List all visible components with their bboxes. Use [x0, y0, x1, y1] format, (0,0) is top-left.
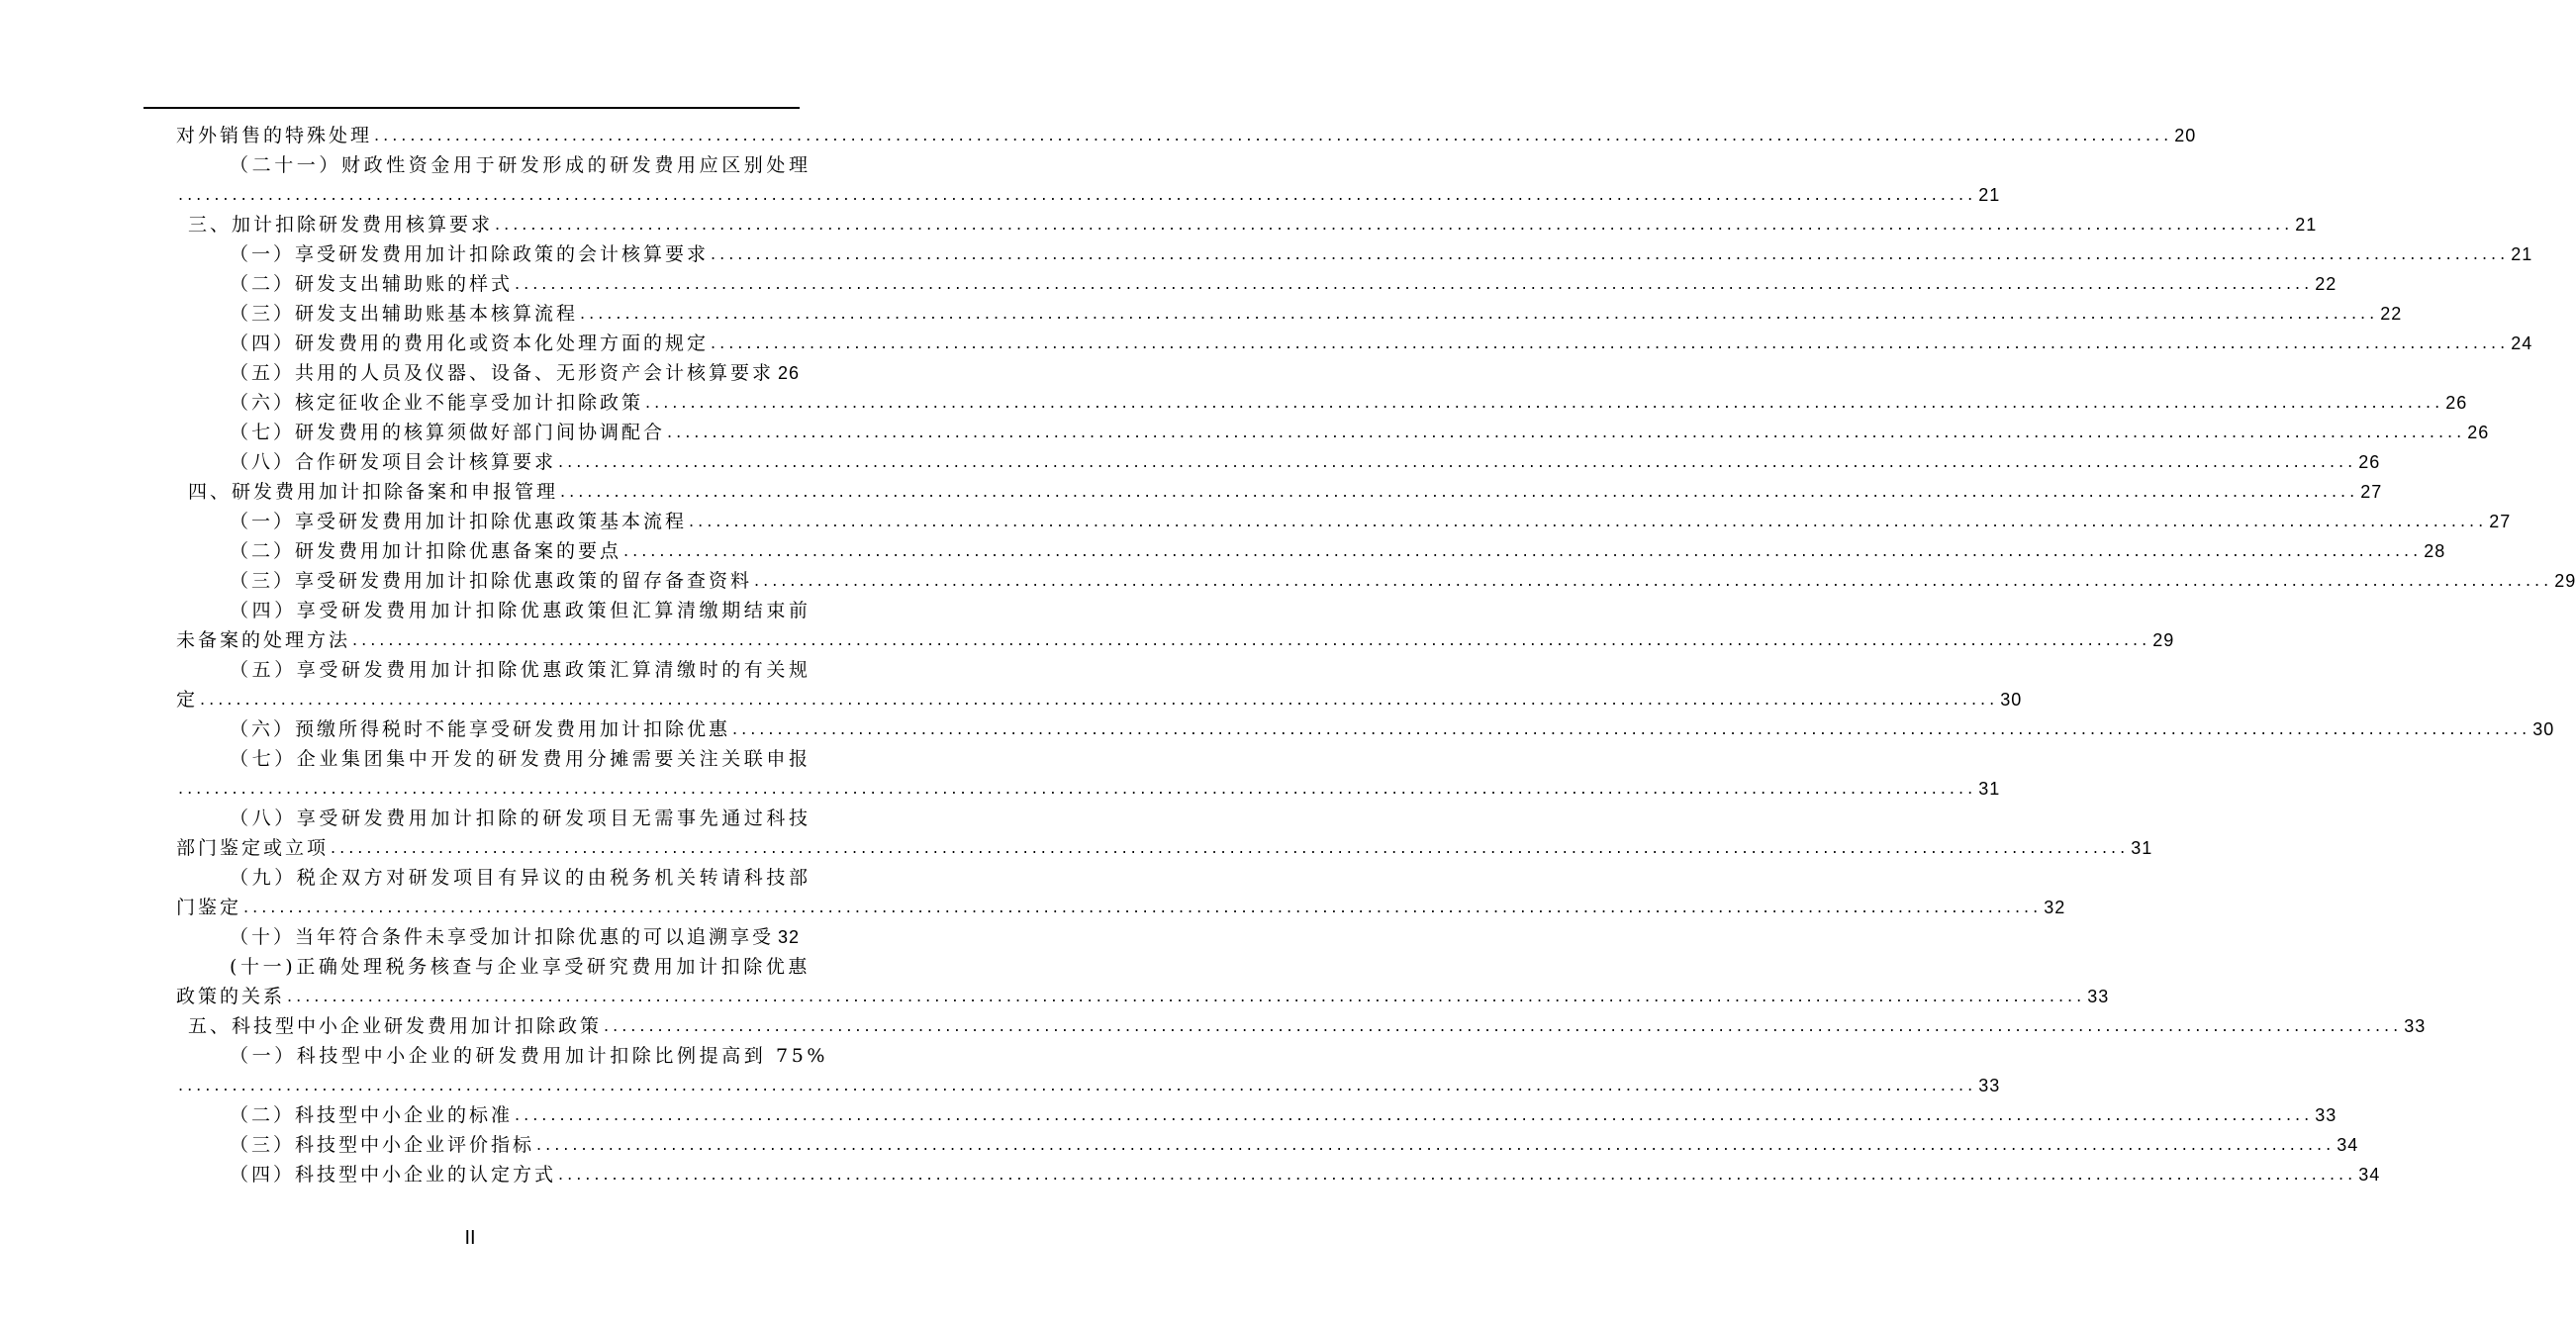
- dot-leader: ........................................................................................................................................................................................................: [536, 1135, 2336, 1154]
- toc-entry[interactable]: [230, 1126, 2359, 1156]
- dot-leader: ........................................................................................................................................................................................................: [754, 571, 2553, 590]
- dot-leader: ........................................................................................................................................................................................................: [560, 482, 2359, 501]
- toc-entry-page: 33: [1978, 1076, 2001, 1095]
- toc-entry-page: 28: [2424, 541, 2446, 561]
- toc-entry-page: 22: [2315, 274, 2337, 294]
- toc-entry-page: 20: [2174, 126, 2197, 145]
- toc-entry-title: （六）预缴所得税时不能享受研发费用加计扣除优惠: [230, 718, 731, 740]
- toc-entry[interactable]: [230, 859, 811, 889]
- toc-entry[interactable]: [230, 948, 811, 978]
- toc-entry-title: （四）科技型中小企业的认定方式: [230, 1164, 557, 1186]
- toc-entry-page: 26: [2467, 423, 2490, 442]
- toc-entry-title: （四）研发费用的费用化或资本化处理方面的规定: [230, 332, 710, 354]
- toc-entry-title: 定: [176, 689, 199, 711]
- toc-entry-title: （四）享受研发费用加计扣除优惠政策但汇算清缴期结束前: [230, 600, 811, 621]
- dot-leader: ........................................................................................................................................................................................................: [331, 838, 2130, 857]
- dot-leader: ........................................................................................................................................................................................................: [580, 304, 2379, 323]
- toc-entry[interactable]: [230, 1096, 2337, 1126]
- toc-entry[interactable]: [188, 1007, 2427, 1037]
- toc-entry-page: 27: [2360, 482, 2383, 502]
- toc-entry-page: 30: [2532, 719, 2555, 739]
- dot-leader: ........................................................................................................................................................................................................: [558, 452, 2357, 471]
- dot-leader: ........................................................................................................................................................................................................: [558, 1165, 2357, 1184]
- dot-leader: ........................................................................................................................................................................................................: [645, 393, 2444, 412]
- toc-entry-page: 31: [1978, 779, 2001, 799]
- toc-entry[interactable]: [230, 384, 2468, 414]
- toc-entry-title: （八）享受研发费用加计扣除的研发项目无需事先通过科技: [230, 808, 811, 829]
- toc-entry[interactable]: [176, 889, 2066, 918]
- toc-entry-page: 21: [2295, 215, 2318, 235]
- dot-leader: ........................................................................................................................................................................................................: [178, 185, 1977, 204]
- toc-entry[interactable]: [230, 443, 2381, 473]
- toc-entry-page: 26: [2358, 452, 2381, 472]
- toc-entry[interactable]: [230, 592, 811, 621]
- toc-entry-title: （二十一）财政性资金用于研发形成的研发费用应区别处理: [230, 154, 811, 176]
- dot-leader: ........................................................................................................................................................................................................: [711, 333, 2510, 352]
- toc-entry-title: （五）享受研发费用加计扣除优惠政策汇算清缴时的有关规: [230, 659, 811, 681]
- toc-entry-page: 24: [2511, 333, 2533, 353]
- dot-leader: ........................................................................................................................................................................................................: [200, 690, 1999, 709]
- toc-entry-page: 22: [2380, 304, 2403, 324]
- toc-entry-title: （二）研发支出辅助账的样式: [230, 273, 514, 295]
- dot-leader: ........................................................................................................................................................................................................: [178, 1076, 1977, 1094]
- toc-entry-page: 34: [2337, 1135, 2359, 1155]
- toc-entry[interactable]: [230, 414, 2490, 443]
- toc-entry[interactable]: [230, 146, 811, 176]
- toc-entry-page: 29: [2152, 630, 2175, 650]
- toc-entry[interactable]: [188, 206, 2318, 236]
- toc-entry-title: 五、科技型中小企业研发费用加计扣除政策: [188, 1015, 603, 1037]
- toc-entry-title: （一）享受研发费用加计扣除优惠政策基本流程: [230, 511, 688, 532]
- toc-entry-title: 未备案的处理方法: [176, 629, 351, 651]
- toc-entry[interactable]: [230, 918, 799, 948]
- toc-entry[interactable]: [176, 176, 2001, 206]
- toc-entry-title: （一）科技型中小企业的研发费用加计扣除比例提高到 75%: [230, 1045, 829, 1067]
- dot-leader: ........................................................................................................................................................................................................: [243, 898, 2043, 916]
- toc-entry[interactable]: [230, 1156, 2381, 1186]
- dot-leader: ........................................................................................................................................................................................................: [604, 1016, 2403, 1035]
- toc-entry-title: （七）研发费用的核算须做好部门间协调配合: [230, 422, 666, 443]
- toc-entry-title: （十）当年符合条件未享受加计扣除优惠的可以追溯享受: [230, 926, 775, 948]
- toc-entry-title: 三、加计扣除研发费用核算要求: [188, 214, 494, 236]
- dot-leader: ........................................................................................................................................................................................................: [623, 541, 2423, 560]
- toc-entry[interactable]: [230, 236, 2533, 265]
- toc-entry[interactable]: [230, 711, 2555, 740]
- toc-entry[interactable]: [176, 1067, 2001, 1096]
- toc-entry[interactable]: [176, 621, 2175, 651]
- toc-entry-page: 30: [2000, 690, 2023, 710]
- toc-entry-title: 部门鉴定或立项: [176, 837, 330, 859]
- toc-entry-title: （二）科技型中小企业的标准: [230, 1104, 514, 1126]
- toc-entry[interactable]: [230, 503, 2512, 532]
- toc-entry-title: 对外销售的特殊处理: [176, 125, 373, 146]
- toc-entry-page: 33: [2404, 1016, 2427, 1036]
- toc-entry-title: （二）研发费用加计扣除优惠备案的要点: [230, 540, 622, 562]
- dot-leader: ........................................................................................................................................................................................................: [689, 512, 2488, 530]
- toc-entry[interactable]: [230, 562, 2576, 592]
- toc-entry-title: （一）享受研发费用加计扣除政策的会计核算要求: [230, 243, 710, 265]
- toc-entry-page: 32: [2044, 898, 2066, 917]
- toc-entry[interactable]: [176, 978, 2110, 1007]
- toc-entry[interactable]: [230, 651, 811, 681]
- dot-leader: ........................................................................................................................................................................................................: [515, 1105, 2314, 1124]
- dot-leader: ........................................................................................................................................................................................................: [667, 423, 2466, 441]
- toc-entry-page: 26: [2445, 393, 2468, 413]
- dot-leader: ........................................................................................................................................................................................................: [515, 274, 2314, 293]
- dot-leader: ........................................................................................................................................................................................................: [178, 779, 1977, 798]
- dot-leader: ........................................................................................................................................................................................................: [352, 630, 2151, 649]
- toc-entry-page: 27: [2489, 512, 2512, 531]
- toc-entry-page: 34: [2358, 1165, 2381, 1185]
- toc-entry[interactable]: [230, 800, 811, 829]
- toc-entry-title: （九）税企双方对研发项目有异议的由税务机关转请科技部: [230, 867, 811, 889]
- toc-entry-title: （五）共用的人员及仪器、设备、无形资产会计核算要求: [230, 362, 775, 384]
- toc-entry[interactable]: [176, 770, 2001, 800]
- dot-leader: ........................................................................................................................................................................................................: [495, 215, 2294, 234]
- toc-entry[interactable]: [176, 117, 2197, 146]
- toc-entry-page: 31: [2131, 838, 2153, 858]
- toc-entry-title: （三）研发支出辅助账基本核算流程: [230, 303, 579, 325]
- toc-entry-title: （三）科技型中小企业评价指标: [230, 1134, 535, 1156]
- toc-entry-page: 21: [2511, 244, 2533, 264]
- toc-entry[interactable]: [230, 1037, 829, 1067]
- toc-entry-title: （六）核定征收企业不能享受加计扣除政策: [230, 392, 644, 414]
- dot-leader: ........................................................................................................................................................................................................: [732, 719, 2531, 738]
- toc-entry-title: 门鉴定: [176, 897, 242, 918]
- toc-entry[interactable]: [230, 325, 2533, 354]
- toc-entry-title: 政策的关系: [176, 986, 286, 1007]
- toc-entry[interactable]: [176, 681, 2023, 711]
- toc-entry-page: 33: [2087, 987, 2110, 1006]
- toc-entry-page: 26: [778, 363, 801, 383]
- toc-entry-page: 29: [2554, 571, 2576, 591]
- toc-entry-title: （七）企业集团集中开发的研发费用分摊需要关注关联申报: [230, 748, 811, 770]
- page-number: II: [464, 1227, 476, 1249]
- toc-entry[interactable]: [230, 532, 2446, 562]
- dot-leader: ........................................................................................................................................................................................................: [287, 987, 2086, 1005]
- toc-entry[interactable]: [188, 473, 2383, 503]
- toc-entry-page: 33: [2315, 1105, 2337, 1125]
- toc-entry[interactable]: [230, 265, 2337, 295]
- dot-leader: ........................................................................................................................................................................................................: [374, 126, 2173, 144]
- dot-leader: ........................................................................................................................................................................................................: [711, 244, 2510, 263]
- toc-entry[interactable]: [230, 354, 799, 384]
- toc-entry-title: (十一)正确处理税务核查与企业享受研究费用加计扣除优惠: [230, 956, 811, 978]
- toc-entry[interactable]: [176, 829, 2153, 859]
- toc-entry-title: 四、研发费用加计扣除备案和申报管理: [188, 481, 559, 503]
- toc-entry-title: （八）合作研发项目会计核算要求: [230, 451, 557, 473]
- toc-entry-title: （三）享受研发费用加计扣除优惠政策的留存备查资料: [230, 570, 753, 592]
- toc-entry-page: 21: [1978, 185, 2001, 205]
- toc-entry-page: 32: [778, 927, 801, 947]
- toc-entry[interactable]: [230, 295, 2403, 325]
- toc-entry[interactable]: [230, 740, 811, 770]
